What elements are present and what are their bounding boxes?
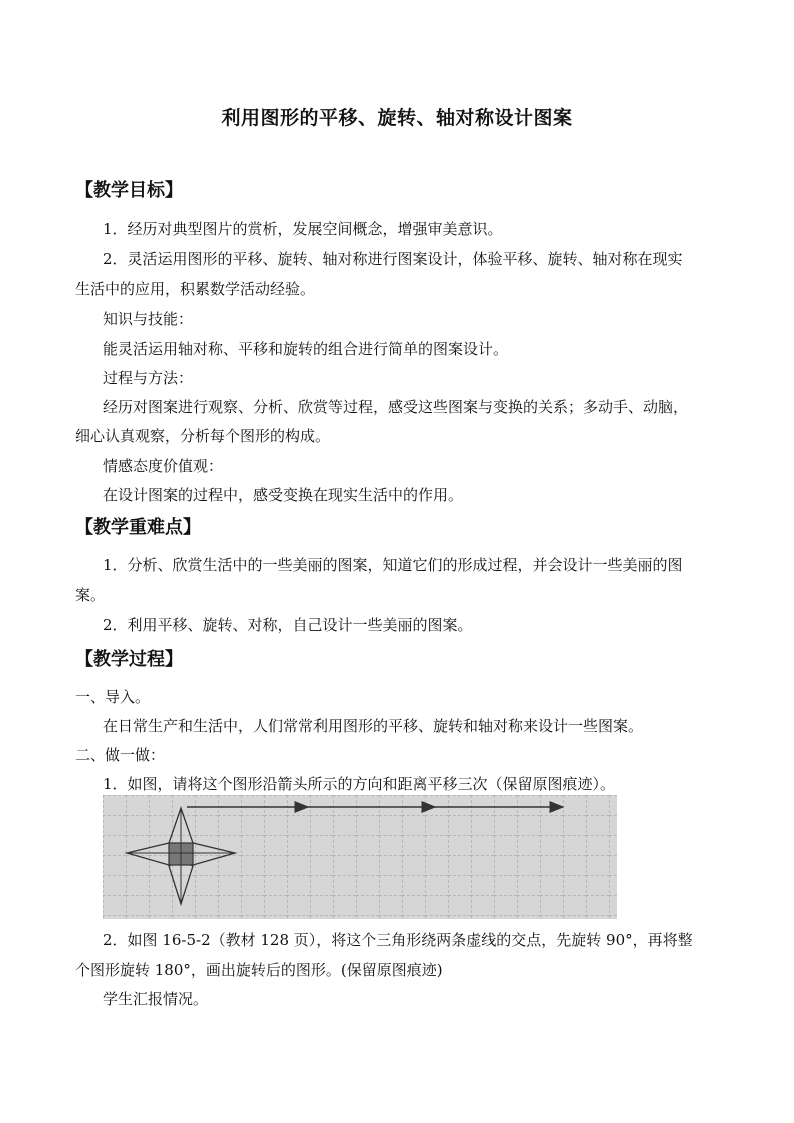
question-2-line-2: 个图形旋转 180°，画出旋转后的图形。(保留原图痕迹) [75, 961, 443, 979]
keypoint-item-1-line-2: 案。 [75, 586, 106, 604]
try-heading: 二、做一做： [75, 746, 166, 764]
intro-heading: 一、导入。 [75, 688, 151, 706]
objective-item-2-line-1: 2．灵活运用图形的平移、旋转、轴对称进行图案设计，体验平移、旋转、轴对称在现实 [103, 250, 683, 268]
method-label: 过程与方法： [103, 369, 194, 387]
knowledge-label: 知识与技能： [103, 310, 194, 328]
objective-item-1: 1．经历对典型图片的赏析，发展空间概念，增强审美意识。 [103, 220, 503, 238]
knowledge-text: 能灵活运用轴对称、平移和旋转的组合进行简单的图案设计。 [103, 340, 509, 358]
emotion-label: 情感态度价值观： [103, 457, 224, 475]
document-title: 利用图形的平移、旋转、轴对称设计图案 [221, 107, 573, 129]
objective-item-2-line-2: 生活中的应用，积累数学活动经验。 [75, 280, 316, 298]
translation-grid-figure [103, 795, 617, 919]
section-objectives-heading: 【教学目标】 [75, 180, 183, 201]
keypoint-item-2: 2．利用平移、旋转、对称，自己设计一些美丽的图案。 [103, 616, 473, 634]
emotion-text: 在设计图案的过程中，感受变换在现实生活中的作用。 [103, 486, 464, 504]
question-2-line-1: 2．如图 16-5-2（教材 128 页），将这个三角形绕两条虚线的交点，先旋转 90°，再将整 [103, 931, 693, 949]
keypoint-item-1-line-1: 1．分析、欣赏生活中的一些美丽的图案，知道它们的形成过程，并会设计一些美丽的图 [103, 556, 683, 574]
section-process-heading: 【教学过程】 [75, 649, 183, 670]
method-text-line-2: 细心认真观察，分析每个图形的构成。 [75, 427, 331, 445]
student-report: 学生汇报情况。 [103, 990, 209, 1008]
method-text-line-1: 经历对图案进行观察、分析、欣赏等过程，感受这些图案与变换的关系；多动手、动脑， [103, 398, 689, 416]
question-1: 1．如图，请将这个图形沿箭头所示的方向和距离平移三次（保留原图痕迹）。 [103, 775, 616, 793]
section-keypoints-heading: 【教学重难点】 [75, 517, 201, 538]
intro-text: 在日常生产和生活中，人们常常利用图形的平移、旋转和轴对称来设计一些图案。 [103, 717, 644, 735]
